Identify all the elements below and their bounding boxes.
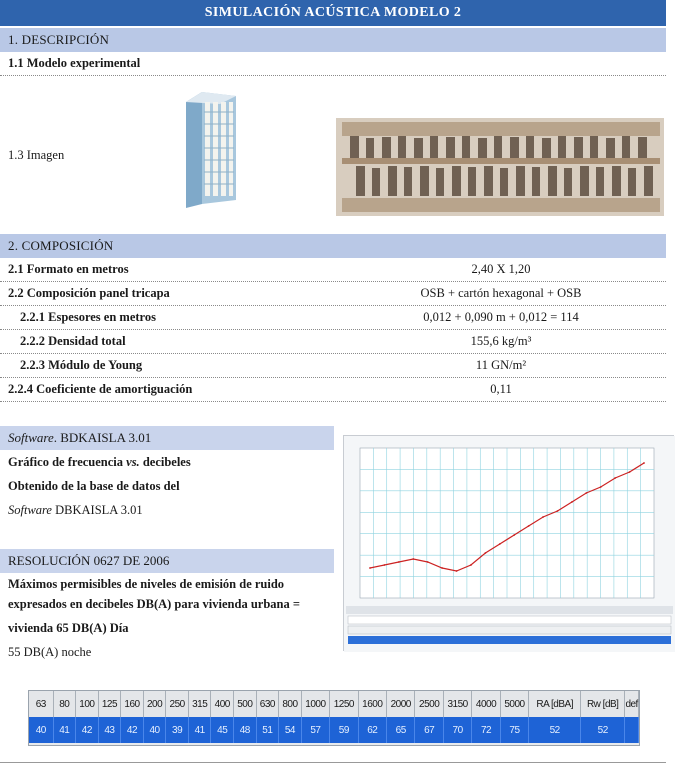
row-espesores bbox=[0, 306, 666, 330]
resolution-line-2: expresados en decibeles DB(A) para vivienda urbana = bbox=[8, 597, 300, 611]
row-label: 2.1 Formato en metros bbox=[8, 262, 129, 276]
freq-value-cell: 57 bbox=[302, 717, 330, 743]
chart-point bbox=[384, 564, 386, 566]
row-modelo-experimental bbox=[0, 52, 666, 76]
row-densidad bbox=[0, 330, 666, 354]
row-value: 11 GN/m² bbox=[475, 358, 527, 372]
chart-point bbox=[484, 552, 486, 554]
row-label: 2.2.1 Espesores en metros bbox=[20, 310, 156, 324]
freq-value-cell: 65 bbox=[387, 717, 415, 743]
freq-header-cell: 2000 bbox=[387, 691, 415, 717]
software-description bbox=[8, 452, 334, 520]
software-line-2: Obtenido de la base de datos del bbox=[8, 479, 180, 493]
row-amortiguacion bbox=[0, 378, 666, 402]
software-heading-rest: . BDKAISLA 3.01 bbox=[53, 430, 152, 445]
freq-value-cell: 41 bbox=[54, 717, 77, 743]
freq-header-cell: 80 bbox=[54, 691, 77, 717]
freq-value-cell: 70 bbox=[444, 717, 472, 743]
freq-header-cell: 800 bbox=[279, 691, 302, 717]
frequency-chart-svg bbox=[344, 436, 675, 652]
freq-header-cell: 630 bbox=[257, 691, 280, 717]
freq-value-cell: 42 bbox=[121, 717, 144, 743]
chart-point bbox=[629, 471, 631, 473]
freq-header-cell: 200 bbox=[144, 691, 167, 717]
image-label: 1.3 Imagen bbox=[8, 148, 65, 162]
freq-value-cell: 54 bbox=[279, 717, 302, 743]
row-composicion bbox=[0, 282, 666, 306]
chart-point bbox=[456, 570, 458, 572]
chart-point bbox=[427, 561, 429, 563]
frequency-chart bbox=[343, 435, 674, 651]
freq-value-cell: 51 bbox=[257, 717, 280, 743]
resolution-line-3: vivienda 65 DB(A) Día bbox=[8, 621, 129, 635]
freq-value-cell: 62 bbox=[359, 717, 387, 743]
page-title-text: SIMULACIÓN ACÚSTICA MODELO 2 bbox=[204, 5, 462, 20]
page-title bbox=[0, 0, 666, 26]
freq-header-cell: Rw [dB] bbox=[581, 691, 625, 717]
freq-header-cell: 125 bbox=[99, 691, 122, 717]
chart-point bbox=[398, 561, 400, 563]
row-label: 2.2 Composición panel tricapa bbox=[8, 286, 170, 300]
chart-point bbox=[600, 486, 602, 488]
frequency-table bbox=[28, 690, 640, 746]
chart-point bbox=[542, 516, 544, 518]
freq-header-cell: 100 bbox=[76, 691, 99, 717]
freq-header-cell: 63 bbox=[29, 691, 54, 717]
bottom-divider bbox=[0, 762, 666, 763]
freq-header-cell: def bbox=[625, 691, 639, 717]
chart-point bbox=[643, 462, 645, 464]
chart-point bbox=[499, 543, 501, 545]
row-value: OSB + cartón hexagonal + OSB bbox=[420, 286, 582, 300]
chart-point bbox=[557, 510, 559, 512]
resolution-heading: RESOLUCIÓN 0627 DE 2006 bbox=[0, 549, 334, 573]
row-modulo-young bbox=[0, 354, 666, 378]
freq-value-cell: 52 bbox=[529, 717, 581, 743]
freq-header-cell: 250 bbox=[166, 691, 189, 717]
chart-point bbox=[513, 534, 515, 536]
freq-value-cell: 67 bbox=[415, 717, 443, 743]
chart-point bbox=[585, 492, 587, 494]
section-composition-heading: 2. COMPOSICIÓN bbox=[0, 234, 666, 258]
freq-value-cell: 45 bbox=[211, 717, 234, 743]
chart-point bbox=[528, 525, 530, 527]
freq-header-cell: 4000 bbox=[472, 691, 500, 717]
freq-value-cell: 72 bbox=[472, 717, 500, 743]
freq-value-cell: 39 bbox=[166, 717, 189, 743]
chart-point bbox=[571, 501, 573, 503]
freq-value-cell: 41 bbox=[189, 717, 212, 743]
freq-value-cell: 40 bbox=[29, 717, 54, 743]
freq-header-cell: 1000 bbox=[302, 691, 330, 717]
freq-header-cell: 500 bbox=[234, 691, 257, 717]
row-label: 2.2.2 Densidad total bbox=[20, 334, 126, 348]
row-formato bbox=[0, 258, 666, 282]
software-line-3: Software DBKAISLA 3.01 bbox=[8, 503, 143, 517]
section-description-heading: 1. DESCRIPCIÓN bbox=[0, 28, 666, 52]
chart-point bbox=[412, 558, 414, 560]
freq-value-cell: 52 bbox=[581, 717, 625, 743]
freq-value-cell: 48 bbox=[234, 717, 257, 743]
chart-point bbox=[614, 477, 616, 479]
honeycomb-photo bbox=[336, 118, 664, 216]
software-heading bbox=[0, 426, 334, 450]
panel-model-image bbox=[178, 88, 244, 210]
software-line-1: Gráfico de frecuencia vs. decibeles bbox=[8, 455, 191, 469]
row-value: 0,11 bbox=[490, 382, 512, 396]
resolution-line-4: 55 DB(A) noche bbox=[8, 645, 92, 659]
freq-header-cell: 1600 bbox=[359, 691, 387, 717]
freq-header-cell: 3150 bbox=[444, 691, 472, 717]
row-value: 2,40 X 1,20 bbox=[471, 262, 531, 276]
freq-header-cell: 160 bbox=[121, 691, 144, 717]
frequency-table-header-row bbox=[29, 691, 639, 717]
chart-point bbox=[369, 567, 371, 569]
row-label: 2.2.4 Coeficiente de amortiguación bbox=[8, 382, 193, 396]
freq-value-cell: 42 bbox=[76, 717, 99, 743]
row-label: 2.2.3 Módulo de Young bbox=[20, 358, 143, 372]
resolution-description bbox=[8, 574, 334, 662]
chart-point bbox=[470, 564, 472, 566]
freq-header-cell: 315 bbox=[189, 691, 212, 717]
frequency-table-values-row bbox=[29, 717, 639, 743]
freq-header-cell: RA [dBA] bbox=[529, 691, 581, 717]
freq-header-cell: 1250 bbox=[330, 691, 358, 717]
freq-value-cell: 75 bbox=[501, 717, 529, 743]
row-value: 155,6 kg/m³ bbox=[470, 334, 532, 348]
row-label: 1.1 Modelo experimental bbox=[8, 56, 141, 70]
software-heading-italic: Software bbox=[8, 430, 54, 445]
row-value: 0,012 + 0,090 m + 0,012 = 114 bbox=[423, 310, 579, 324]
chart-point bbox=[441, 567, 443, 569]
freq-value-cell bbox=[625, 717, 639, 743]
freq-header-cell: 2500 bbox=[415, 691, 443, 717]
resolution-line-1: Máximos permisibles de niveles de emisión de ruido bbox=[8, 577, 285, 591]
freq-value-cell: 59 bbox=[330, 717, 358, 743]
freq-header-cell: 5000 bbox=[501, 691, 529, 717]
freq-value-cell: 40 bbox=[144, 717, 167, 743]
freq-header-cell: 400 bbox=[211, 691, 234, 717]
freq-value-cell: 43 bbox=[99, 717, 122, 743]
